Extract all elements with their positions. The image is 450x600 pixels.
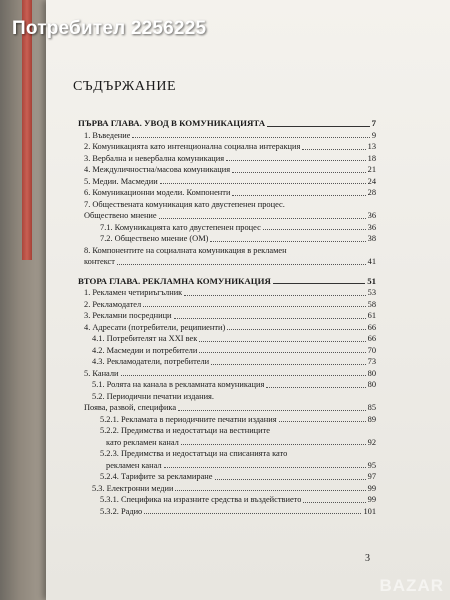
leader-dots (232, 195, 365, 196)
entry-text-line1: 5.2.3. Предимства и недостатъци на списанията като (100, 449, 288, 458)
leader-dots (184, 295, 365, 296)
toc-entry (78, 368, 376, 380)
entry-text: 4. Междуличностна/масова комуникация (84, 165, 231, 174)
leader-dots (263, 229, 366, 230)
entry-text: 5.1. Ролята на канала в рекламната комуникация (92, 380, 265, 389)
toc-entry (78, 130, 376, 142)
entry-text: 5.3. Електронни медии (92, 483, 174, 493)
spacer (78, 268, 376, 276)
toc-subentry (78, 333, 376, 345)
leader-dots (174, 318, 366, 319)
leader-dots (211, 364, 365, 365)
leader-dots (164, 467, 366, 468)
entry-text: 2. Рекламодател (84, 299, 142, 309)
page-ref: 28 (367, 188, 376, 197)
entry-text-line1: 8. Компонентите на социалната комуникация в рекламен (84, 245, 287, 255)
entry-text: 4. Адресати (потребители, реципиенти) (84, 322, 226, 332)
leader-line (267, 126, 369, 127)
toc-entry (78, 322, 376, 334)
page-ref: 101 (363, 506, 376, 516)
page-ref: 70 (367, 345, 376, 355)
page-ref: 36 (367, 211, 376, 220)
toc-subentry (78, 379, 376, 391)
toc-entry (78, 402, 376, 414)
page-ref: 18 (367, 153, 376, 163)
entry-text-line2: Поява, развой, специфика (84, 403, 177, 412)
leader-dots (199, 352, 365, 353)
leader-dots (226, 160, 366, 161)
chapter-title: ВТОРА ГЛАВА. РЕКЛАМНА КОМУНИКАЦИЯ (78, 275, 271, 286)
entry-text-line1: 5.2. Периодични печатни издания. (92, 391, 214, 401)
page-ref: 21 (367, 165, 376, 174)
toc-entry (78, 287, 376, 299)
leader-dots (117, 264, 366, 265)
toc-entry (78, 256, 376, 268)
leader-dots (302, 149, 365, 150)
entry-text: 3. Рекламни посредници (84, 311, 172, 320)
entry-text: 5.2.4. Тарифите за рекламиране (100, 472, 213, 481)
marketplace-watermark: BAZAR (379, 576, 444, 595)
leader-dots (178, 410, 366, 411)
page-ref: 66 (367, 322, 376, 332)
leader-dots (121, 375, 366, 376)
page-ref: 61 (367, 311, 376, 320)
entry-text: 5. Канали (84, 368, 119, 378)
toc-subentry (78, 222, 376, 234)
toc-subentry (78, 494, 376, 506)
leader-dots (232, 172, 366, 173)
entry-text: 4.2. Масмедии и потребители (92, 345, 198, 355)
toc-subentry (78, 233, 376, 245)
toc-entry (78, 310, 376, 322)
entry-text: 5.2.1. Рекламата в периодичните печатни издания (100, 414, 277, 424)
page-ref: 80 (367, 368, 376, 378)
toc-subentry (78, 471, 376, 483)
leader-dots (227, 329, 365, 330)
toc-entry (78, 176, 376, 188)
entry-text: 6. Комуникационни модели. Компоненти (84, 188, 231, 197)
page-ref: 41 (367, 257, 376, 266)
entry-text-line2: контекст (84, 257, 115, 266)
entry-text-line1: 5.2.2. Предимства и недостатъци на вестниците (100, 426, 271, 435)
page-ref: 58 (367, 299, 376, 309)
page-ref: 7 (371, 118, 376, 128)
toc-heading: СЪДЪРЖАНИЕ (73, 79, 177, 94)
page-ref: 24 (367, 176, 376, 186)
toc-entry (78, 141, 376, 153)
leader-dots (215, 479, 366, 480)
toc-entry (78, 210, 376, 222)
entry-text-line1: 7. Обществената комуникация като двустепенен процес. (84, 199, 285, 209)
page-ref: 95 (367, 460, 376, 470)
entry-text: 5. Медии. Масмедии (84, 176, 158, 186)
table-of-contents (78, 118, 376, 517)
leader-dots (210, 241, 365, 242)
leader-dots (143, 306, 365, 307)
entry-text-line2: Обществено мнение (84, 211, 157, 220)
entry-text: 5.3.2. Радио (100, 506, 143, 516)
chapter-1-entry (78, 118, 376, 130)
toc-subentry (78, 506, 376, 518)
toc-entry (78, 299, 376, 311)
toc-subentry (78, 437, 376, 449)
entry-text: 2. Комуникацията като интенционална социална интеракция (84, 142, 301, 151)
toc-subentry (78, 356, 376, 368)
chapter-title: ПЪРВА ГЛАВА. УВОД В КОМУНИКАЦИЯТА (78, 118, 266, 128)
leader-dots (144, 513, 361, 514)
toc-entry (78, 164, 376, 176)
page-ref: 92 (367, 437, 376, 447)
chapter-2-entry (78, 276, 376, 288)
page-number: 3 (365, 553, 370, 564)
leader-dots (303, 502, 365, 503)
entry-text: 3. Вербална и невербална комуникация (84, 153, 225, 163)
toc-entry (78, 187, 376, 199)
leader-dots (199, 341, 365, 342)
leader-line (273, 283, 365, 284)
entry-text: 4.3. Рекламодатели, потребители (92, 357, 210, 366)
page-ref: 13 (367, 142, 376, 151)
page-ref: 9 (371, 130, 376, 140)
toc-subentry (78, 483, 376, 495)
seller-label: Потребител 2256225 (12, 18, 207, 39)
leader-dots (159, 218, 366, 219)
page-ref: 38 (367, 234, 376, 243)
toc-subentry (78, 460, 376, 472)
page-ref: 73 (367, 357, 376, 366)
entry-text-line2: като рекламен канал (106, 437, 179, 447)
page-ref: 85 (367, 403, 376, 412)
page-ref: 99 (367, 495, 376, 504)
page-ref: 89 (367, 414, 376, 424)
page-ref: 97 (367, 472, 376, 481)
entry-text: 1. Рекламен четириъгълник (84, 288, 183, 297)
page-ref: 51 (367, 275, 376, 286)
entry-text: 7.1. Комуникацията като двустепенен процес (100, 222, 261, 232)
leader-dots (279, 421, 366, 422)
page-ref: 36 (367, 222, 376, 232)
page-ref: 99 (367, 483, 376, 493)
entry-text-line2: рекламен канал (106, 460, 162, 470)
entry-text: 5.3.1. Специфика на изразните средства и въздействието (100, 495, 302, 504)
entry-text: 4.1. Потребителят на XXI век (92, 334, 198, 343)
entry-text: 7.2. Обществено мнение (ОМ) (100, 234, 209, 243)
page-ref: 53 (367, 288, 376, 297)
entry-text: 1. Въведение (84, 130, 131, 140)
toc-entry (78, 153, 376, 165)
leader-dots (175, 490, 365, 491)
toc-subentry (78, 414, 376, 426)
page-ref: 80 (367, 380, 376, 389)
leader-dots (160, 183, 366, 184)
leader-dots (266, 387, 365, 388)
leader-dots (132, 137, 369, 138)
toc-subentry (78, 345, 376, 357)
page-ref: 66 (367, 334, 376, 343)
leader-dots (181, 444, 366, 445)
